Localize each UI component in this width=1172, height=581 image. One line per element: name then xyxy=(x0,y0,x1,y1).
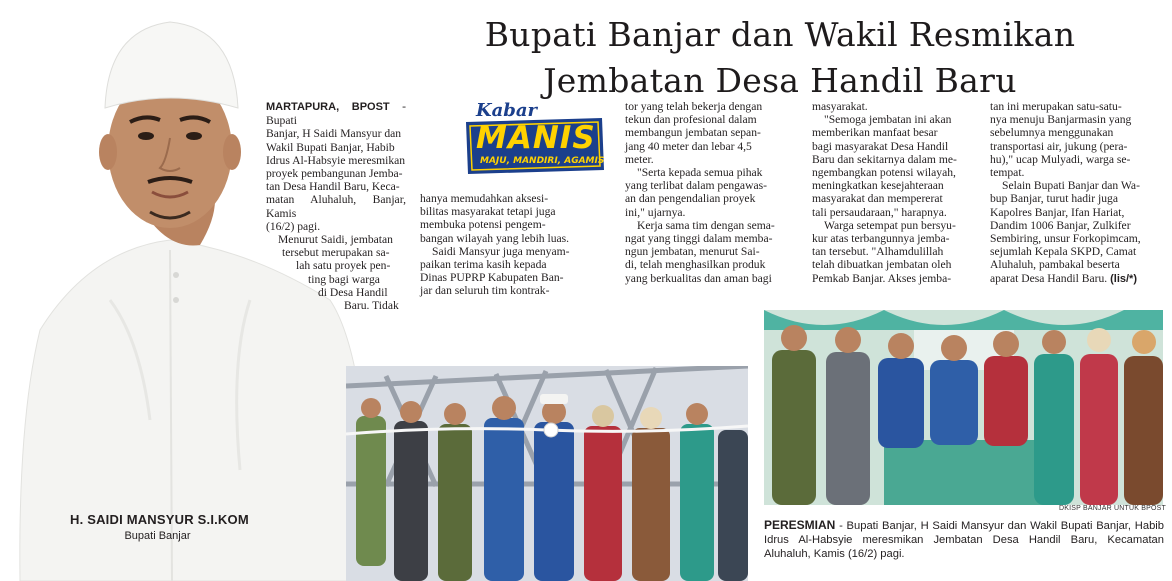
signoff: (lis/*) xyxy=(1110,272,1137,285)
col1-line: ting bagi warga xyxy=(308,272,380,286)
col4-line: bagi masyarakat Desa Handil xyxy=(812,139,949,153)
col3-line: di, telah menghasilkan produk xyxy=(625,258,766,272)
col4-line: telah dibuatkan jembatan oleh xyxy=(812,258,952,272)
col5-line: Kapolres Banjar, Ifan Hariat, xyxy=(990,205,1125,219)
badge-kabar: Kabar xyxy=(476,100,538,121)
portrait-name: H. SAIDI MANSYUR S.I.KOM xyxy=(70,512,249,527)
col3-line: an dan pengendalian proyek xyxy=(625,192,756,206)
col5-line: tan ini merupakan satu-satu- xyxy=(990,100,1122,113)
ribbon-cutting-illustration xyxy=(346,366,748,581)
article-column-5 xyxy=(990,100,1166,286)
col2-line: Dinas PUPRP Kabupaten Ban- xyxy=(420,271,564,285)
col1-line: di Desa Handil xyxy=(318,285,388,299)
col4-line: masyarakat. xyxy=(812,100,868,113)
col1-line: - Bupati xyxy=(266,100,406,128)
col5-line: transportasi air, jukung (pera- xyxy=(990,139,1128,153)
col5-line: Dandim 1006 Banjar, Zulkifer xyxy=(990,218,1131,232)
col3-line: meter. xyxy=(625,152,654,166)
col5-line: sejumlah Kepala SKPD, Camat xyxy=(990,245,1137,259)
col4-line: ngembangkan potensi wilayah, xyxy=(812,166,956,180)
col1-line: Wakil Bupati Banjar, Habib xyxy=(266,140,395,154)
col1-line: proyek pembangunan Jemba- xyxy=(266,167,403,181)
caption-body: - Bupati Banjar, H Saidi Mansyur dan Wakil Bupati Banjar, Habib Idrus Al-Habsyie meresmikan Jembatan Desa Handil Baru, Kecamatan Aluhaluh, Kamis (16/2) pagi. xyxy=(764,520,1164,560)
col5-line: hu)," ucap Mulyadi, warga se- xyxy=(990,152,1131,166)
col5-line: Selain Bupati Banjar dan Wa- xyxy=(1002,179,1140,193)
signing-photo xyxy=(764,310,1163,505)
col3-line: jang 40 meter dan lebar 4,5 xyxy=(625,139,752,153)
col4-line: masyarakat dan mempererat xyxy=(812,192,943,206)
headline-line-1: Bupati Banjar dan Wakil Resmikan xyxy=(484,15,1076,54)
badge-tagline: MAJU, MANDIRI, AGAMIS xyxy=(480,156,605,166)
col3-line: ngun jembatan, menurut Sai- xyxy=(625,245,760,259)
col3-line: tor yang telah bekerja dengan xyxy=(625,100,763,113)
col2-line: bangan wilayah yang lebih luas. xyxy=(420,231,570,245)
col5-line: bup Banjar, turut hadir juga xyxy=(990,192,1119,206)
col4-line: Baru dan sekitarnya dalam me- xyxy=(812,152,957,166)
col1-line: (16/2) pagi. xyxy=(266,219,321,233)
article-column-1 xyxy=(266,100,406,312)
col4-line: Warga setempat pun bersyu- xyxy=(824,218,956,232)
col2-line: hanya memudahkan aksesi- xyxy=(420,192,549,205)
col3-line: ini," ujarnya. xyxy=(625,205,686,219)
article-headline xyxy=(390,12,1170,104)
col1-line: lah satu proyek pen- xyxy=(296,259,391,273)
col3-line: tekun dan profesional dalam xyxy=(625,113,757,127)
col5-line: nya menuju Banjarmasin yang xyxy=(990,113,1132,127)
badge-manis: MANIS xyxy=(476,120,596,156)
dateline: MARTAPURA, BPOST xyxy=(266,101,390,113)
col5-last-line: aparat Desa Handil Baru. xyxy=(990,271,1108,285)
col5-line: Aluhaluh, pambakal beserta xyxy=(990,258,1120,272)
col3-line: "Serta kepada semua pihak xyxy=(637,166,763,180)
col1-line: Menurut Saidi, jembatan xyxy=(278,233,393,247)
article-column-3 xyxy=(625,100,803,285)
col5-line: tempat. xyxy=(990,166,1025,180)
headline-line-2: Jembatan Desa Handil Baru xyxy=(543,61,1017,100)
col4-line: meningkatkan kesejahteraan xyxy=(812,179,944,193)
col1-line: Idrus Al-Habsyie meresmikan xyxy=(266,153,406,167)
photo-caption xyxy=(764,518,1164,561)
col2-line: paikan terima kasih kepada xyxy=(420,258,547,272)
photo-credit: DKISP BANJAR UNTUK BPOST xyxy=(1059,505,1166,512)
col1-line: matan Aluhaluh, Banjar, Kamis xyxy=(266,193,406,220)
caption-head: PERESMIAN xyxy=(764,518,836,532)
col5-line xyxy=(990,272,1166,286)
col4-line: tan tersebut. "Alhamdulillah xyxy=(812,245,944,259)
col3-line: membangun jembatan sepan- xyxy=(625,126,761,140)
col2-line: bilitas masyarakat tetapi juga xyxy=(420,205,556,219)
col1-line: tan Desa Handil Baru, Keca- xyxy=(266,180,400,194)
col4-line: "Semoga jembatan ini akan xyxy=(824,113,952,127)
ribbon-cutting-photo xyxy=(346,366,748,581)
signing-illustration xyxy=(764,310,1163,505)
col2-line: Saidi Mansyur juga menyam- xyxy=(432,244,570,258)
col2-line: membuka potensi pengem- xyxy=(420,218,546,232)
col3-line: yang berkualitas dan aman bagi xyxy=(625,271,772,285)
article-column-4 xyxy=(812,100,988,285)
article-column-2 xyxy=(420,192,614,298)
col1-line: Banjar, H Saidi Mansyur dan xyxy=(266,127,402,141)
col2-line: jar dan seluruh tim kontrak- xyxy=(420,284,550,298)
lead-paragraph xyxy=(266,100,406,127)
kabar-manis-badge xyxy=(462,100,607,176)
col1-line: Baru. Tidak xyxy=(344,299,399,313)
col1-line: tersebut merupakan sa- xyxy=(282,246,390,260)
col4-line: memberikan manfaat besar xyxy=(812,126,938,140)
portrait-role: Bupati Banjar xyxy=(124,530,191,542)
col3-line: Kerja sama tim dengan sema- xyxy=(637,218,775,232)
col3-line: ngat yang tinggi dalam memba- xyxy=(625,232,773,246)
col5-line: sebelumnya menggunakan xyxy=(990,126,1114,140)
col4-line: tali persaudaraan," harapnya. xyxy=(812,205,947,219)
col4-line: Pemkab Banjar. Akses jemba- xyxy=(812,271,952,285)
col5-line: Sembiring, unsur Forkopimcam, xyxy=(990,232,1141,246)
col4-line: kur atas terbangunnya jemba- xyxy=(812,232,950,246)
col3-line: yang terlibat dalam pengawas- xyxy=(625,179,767,193)
